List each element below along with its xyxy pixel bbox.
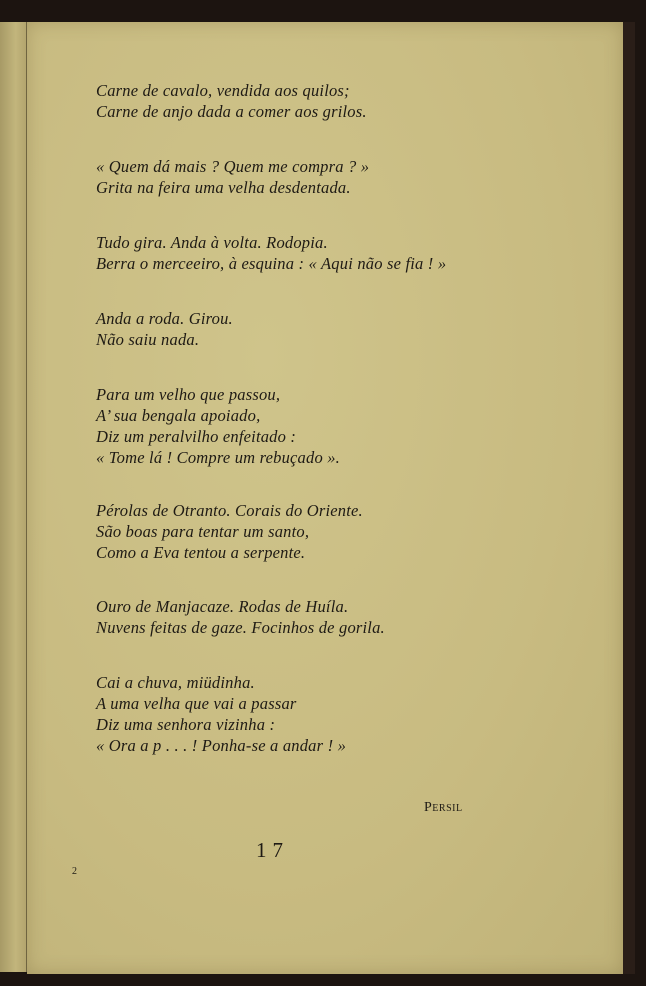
verse-line: « Ora a p . . . ! Ponha-se a andar ! » <box>96 736 347 755</box>
stanza-8 <box>96 672 346 756</box>
verse-line: Pérolas de Otranto. Corais do Oriente. <box>96 501 363 520</box>
verse-line: Ouro de Manjacaze. Rodas de Huíla. <box>96 597 349 616</box>
facing-page-edge <box>0 22 27 972</box>
verse-line: Não saiu nada. <box>96 330 200 349</box>
verse-line: A’ sua bengala apoiado, <box>96 406 261 425</box>
verse-line: Berra o merceeiro, à esquina : « Aqui não se fia ! » <box>96 254 447 273</box>
stanza-5 <box>96 384 340 468</box>
stanza-2 <box>96 156 369 198</box>
page-number: 17 <box>256 838 289 862</box>
book-binding-edge <box>623 22 635 974</box>
verse-line: Carne de cavalo, vendida aos quilos; <box>96 81 350 100</box>
stanza-4 <box>96 308 233 350</box>
verse-line: São boas para tentar um santo, <box>96 522 310 541</box>
verse-line: Como a Eva tentou a serpente. <box>96 543 306 562</box>
verse-line: Para um velho que passou, <box>96 385 281 404</box>
verse-line: Carne de anjo dada a comer aos grilos. <box>96 102 367 121</box>
verse-line: Nuvens feitas de gaze. Focinhos de gorila. <box>96 618 385 637</box>
stanza-7 <box>96 596 385 638</box>
verse-line: A uma velha que vai a passar <box>96 694 297 713</box>
printer-signature-mark: 2 <box>72 866 77 877</box>
verse-line: Diz uma senhora vizinha : <box>96 715 276 734</box>
stanza-6 <box>96 500 363 563</box>
verse-line: « Tome lá ! Compre um rebuçado ». <box>96 448 341 467</box>
verse-line: Tudo gira. Anda à volta. Rodopia. <box>96 233 328 252</box>
stanza-1 <box>96 80 367 122</box>
verse-line: Grita na feira uma velha desdentada. <box>96 178 351 197</box>
verse-line: « Quem dá mais ? Quem me compra ? » <box>96 157 370 176</box>
author-signature: Persil <box>424 800 463 815</box>
verse-line: Diz um peralvilho enfeitado : <box>96 427 297 446</box>
stanza-3 <box>96 232 446 274</box>
verse-line: Anda a roda. Girou. <box>96 309 233 328</box>
verse-line: Cai a chuva, miüdinha. <box>96 673 255 692</box>
